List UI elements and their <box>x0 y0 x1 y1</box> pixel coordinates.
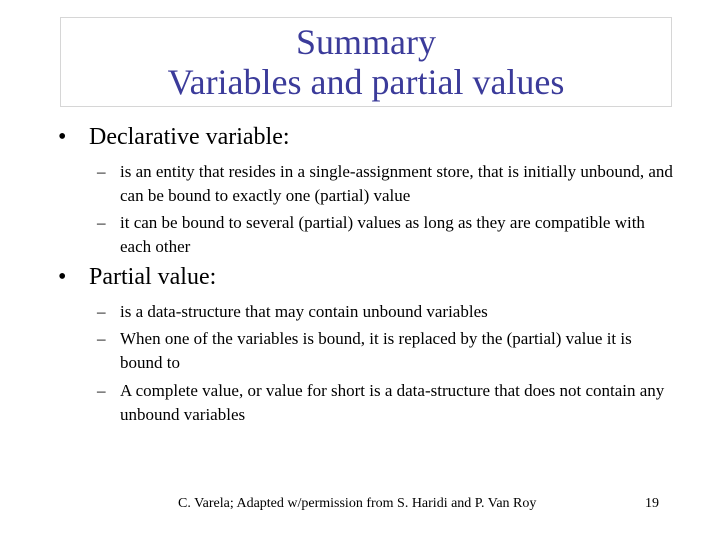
bullet-partial-value <box>58 264 216 290</box>
page-number: 19 <box>645 496 659 511</box>
bullet-declarative-variable <box>58 124 290 150</box>
sub-item <box>97 379 677 427</box>
dash-marker: – <box>97 329 106 348</box>
bullet-text: Declarative variable: <box>89 124 290 150</box>
dash-marker: – <box>97 213 106 232</box>
sub-item <box>97 327 677 375</box>
bullet-marker: • <box>58 124 67 150</box>
sub-item-text: When one of the variables is bound, it is replaced by the (partial) value it is bound to <box>120 329 632 372</box>
sub-item <box>97 211 677 259</box>
sub-item-text: is a data-structure that may contain unbound variables <box>120 302 488 321</box>
sub-item-text: it can be bound to several (partial) values as long as they are compatible with each other <box>120 213 645 256</box>
dash-marker: – <box>97 381 106 400</box>
bullet-marker: • <box>58 264 67 290</box>
dash-marker: – <box>97 162 106 181</box>
sub-item-text: A complete value, or value for short is a data-structure that does not contain any unbound variables <box>120 381 665 424</box>
sub-item-text: is an entity that resides in a single-assignment store, that is initially unbound, and can be bound to exactly one (partial) value <box>120 162 673 205</box>
slide-title: Summary <box>296 22 436 62</box>
sub-item <box>97 160 677 208</box>
sub-item <box>97 300 677 324</box>
dash-marker: – <box>97 302 106 321</box>
title-box <box>60 17 672 107</box>
slide-subtitle: Variables and partial values <box>167 62 565 102</box>
bullet-text: Partial value: <box>89 264 217 290</box>
footer-credit: C. Varela; Adapted w/permission from S. Haridi and P. Van Roy <box>178 496 537 511</box>
